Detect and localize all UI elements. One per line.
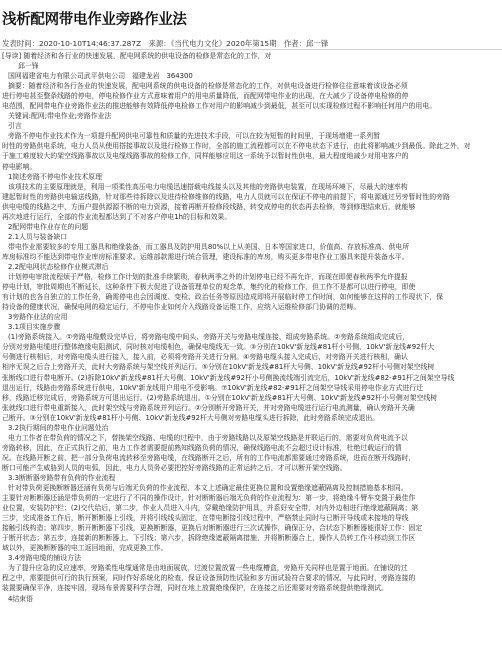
body-line: 程之中，需要提供可行的执行预案，同时作好系统化的检查，保证设备预防性试验和多方面试验符合要求的情况，与此同时，旁路连接的 (2, 574, 416, 583)
body-line: 相序无误之后合上旁路开关，此时大旁路系统与架空线并列运行。⑤分别在10kV'新龙线#81杆大号侧、10kV'新龙线#92杆小号侧对架空线树 (2, 363, 435, 372)
body-line: 2配网带电作业存在的问题 (8, 222, 89, 231)
body-line: 邱一锋 (18, 62, 39, 71)
body-line: 再次地进行运行，全部的作业流程都达到了不对客户停电1h的目标和效果。 (2, 212, 232, 221)
body-line: 国网福建省电力有限公司武平供电公司 福建龙岩 364300 (8, 72, 193, 81)
header-divider (0, 49, 502, 50)
body-line: 电力工作者在带负荷的情况之下，替换架空线路、电缆的过程中，由于旁路线路以及原架空线路是并联运行的，需要对负荷电流予以 (8, 433, 408, 442)
body-line: 计划停电审批流程烦于严格，检修工作计划的批准手续繁琐，春秋两季之外的计划停电已经不再允许，而现在即便春秋两季允许提报 (8, 273, 408, 282)
body-line: 有计划的也各自独立的工作任务，确需停电也会因调度、变检、政治任务等原因造成即将开展临时停工作时间，如何能够在这样的工作现状下，保 (2, 293, 443, 302)
article-body (2, 51, 498, 604)
body-line: [导读] 随着经济和各行业的快速发展，配电网系统的供电设备的检修是常态化的工作，对 (2, 52, 272, 60)
body-line: 该项技术的主要原理就是，利用一项柔性高压电力电缆迅速搭载电线接头以及其他的旁路供电装置，在现场环境下，尽最大的速率构 (8, 182, 408, 191)
body-line: 于施工难度较大的架空线路事故以及电缆线路事故的检修工作，同样能够应用这一系统予以暂时性供电，最大程度地减少对用电客户的 (2, 152, 409, 161)
body-line: 号侧进行核相后，对旁路电缆头进行接入，接入前，必须将旁路开关进行分闸。④旁路电缆头接入完成后，对旁路开关进行核相，确认 (2, 353, 408, 362)
body-line: 三步，完成准备工作后，断开断断器上引线，并将引线线头固定，在带电断接引线过程中，严格禁止同时与已断开导线或未接地的导线 (2, 514, 409, 523)
body-line: 装置要确保平净，连接牢固，现场布景需要科学合理，同时在地上放置绝缘保护，在连接之后还需要对旁路系统提供绝缘测试。 (2, 584, 388, 593)
body-line: 主要针对断断器还涵是带负荷的一定进行了不同的操作设计，针对断断器后端无负荷的作业流程为：第一步，将绝缘斗臂车变置于最佳作 (2, 494, 416, 503)
body-line: 退出运行，线路由旁路系统进行供电，10kV'新龙线用户用电不受影响。⑦10kV'新龙线#82-#91杆之间架空导线采用停电作业方式进行迁 (2, 383, 424, 392)
body-line: 4结束语 (8, 594, 34, 603)
body-line: 供电电缆的线路之中，方面户提供源源不断的电力资源，接着再断开检修段线路，转变成停电的状态再去检修，等到修理结束后，就能够 (2, 202, 416, 211)
body-line: 移，线路迁移完成后，旁路系统方可退出运行。(2)旁路系统退出。①分别在10kV'新龙线#81杆大号侧、10kV'新龙线#92杆小号侧对架空线树 (2, 393, 438, 402)
body-line: 3.3断断器旁路带有负荷的作业流程 (8, 473, 116, 482)
body-line: 业位置，安装防护栏；(2)交代给后，第二步，作业人员进入斗内，穿戴绝缘防护用具，并系好安全带，对内外边相进行绝缘遮蔽隔离；第 (2, 504, 419, 513)
body-line: 断口可能产生威胁到人员的电弧，因此，电力人员务必要把控好旁路线路的正常运转之后，才可以断开架空线路。 (2, 463, 347, 472)
body-line: 为了提升应急的反应速率，旁路柔性电缆通常是由地面展放，过渡位置放置一些电缆槽盒，旁路开关同样也是置于地面。在铺设的过 (8, 564, 408, 573)
body-line: (1)旁路系统接入。①旁路电缆敷设完毕后，将旁路电缆中间头、旁路开关与旁路电缆连接，组成旁路系统。②旁路系统组成完成后， (8, 333, 410, 342)
body-line: 摘要：随着经济和各行各业的快速发展，配电网系统的供电设备的检修是常态化的工作，对供电设备进行检修往往意味着该设备必须 (8, 82, 408, 91)
body-line: 张断线口进行带电断开。(2)拆除10kV'新龙线#81杆大号侧、10kV'新龙线#92杆小号侧换流线端引流完后，10kV'新龙线#82-#91杆之间架空导线 (2, 373, 455, 382)
body-line: 电范围，配网带电作业旁路作业法的推进能够有效降低停电检修工作对用户的影响减少到最低，甚至可以实现检修过程不影响任何用户的用电。 (2, 102, 437, 111)
body-line: 停电影响。 (2, 162, 37, 171)
body-line: 针对带负荷更换断断器还涵有负荷与后端无负荷的作业流程，本文上述确定最佳更换位置和设置绝缘遮蔽隔离及控制措施基本相同。 (8, 484, 408, 493)
article-meta: 发表时间：2020-10-10T14:46:37.287Z 来源：《当代电力文化》2020年第15期 作者：邱一锋 (2, 39, 329, 48)
body-line: 3旁路作业法的应用 (8, 313, 68, 322)
body-line: 己断开。③分别在10kV'新龙线#81杆小号侧、10kV'新龙线#92杆大号侧对旁路电缆头进行拆除，此时旁路系统完成退出。 (2, 413, 380, 422)
body-line: 2.2配电网状态检修作业模式滞后 (8, 262, 109, 271)
body-line: 域以外，更换断断器的电工返回地面，完成更换工作。 (2, 544, 168, 553)
body-line: 2.1人员与装备缺口 (8, 232, 68, 241)
body-line: 持设备的健康状况，确保电网的稳定运行，不停电作业如何介入线路设备运维工作，应纳入运维检修部门协调的范畴。 (2, 303, 361, 312)
body-line: 分别对旁路电缆进行整体绝缘电阻测试，同时核对电缆相色，确保电缆线无一致。③分别在10kV'新龙线#81杆小号侧、10kV'新龙线#92杆大 (2, 343, 435, 352)
body-line: 进行停电甚至整条线路的停电，停电检修作业方式意味着用户的用电质量降低，而配网带电作业的出现，在大减少了设备停电检修的停 (2, 92, 409, 101)
article-title: 浅析配网带电作业旁路作业法 (2, 12, 187, 28)
body-line: 1简述旁路不停电作业技术原理 (8, 172, 102, 181)
body-line: 引言 (8, 122, 22, 131)
body-line: 旁路转移，因此，在正式执行之前，电力工作者需要提前熟知线路负荷的情况，确保线路电流不会超过设计标准，杜绝过载运行的情 (2, 443, 402, 452)
body-line: 旁路不停电作业技术作为一项提升配网供电可靠性和质量的先进技术手段，可以在较为短暂的时间里，于现场增建一系列暂 (8, 132, 381, 141)
body-line: 停电计划，审批周期也不断延长，这种条件下极大促进了设备管理单位的观念革，集约化的检修工作，但工作不是都可以进行停电，即使 (2, 283, 416, 292)
body-line: 带电作业需要较多的专用工器具和绝缘装备，而工器具及防护用具80%以上从美国、日本等国家进口，价值高、存放标准高、供电所 (8, 242, 410, 251)
body-line: 3.2执行期间的带电作业问题处治 (8, 423, 109, 432)
body-line: 张就线口进行带电重新接入，此时架空线与旁路系统并列运行。②分别断开旁路开关，并对旁路电缆进行运行电流测量，确认旁路开关确 (2, 403, 415, 412)
body-line: 3.1项目实施步骤 (8, 323, 61, 332)
body-line: 况。在线路开断之前，把一部分负荷电流转移至旁路电缆，在线路断开之后，所有的工作电流都需要通过旁路系统，进而在断开线路时， (2, 453, 416, 462)
body-line: 接触引线构造；第四步，断开断断器下引线，更换断断器，更换后对断断器进行三次试操作，确保正分、合状态下断断器能很好工作：固定 (2, 524, 423, 533)
body-line: 时性的旁路供电系统，电力人员从使用搭接事故以及进行检修工作时，全部的施工流程都可以在不停电状态下进行，由此将影响减少到最低。除此之外，对 (2, 142, 471, 151)
body-line: 3.4旁路电缆的铺设方法 (8, 554, 81, 563)
body-line: 建起暂时性的旁路供电输送线路，针对那些待拆除以及进待检修维修的线路，电力人员就可以在保证不停电的前提下，将电源通过另旁暂时性的旁路 (2, 192, 450, 201)
body-line: 于断开状态；第五步，连接新的断断器上、下引线；第六步，拆除绝缘遮蔽隔离措施，并将断断器合上，操作人员转工作斗移动到工作区 (2, 534, 416, 543)
body-line: 库房标准均不能达到带电作业库房标准要求。运维部款需进行统合管理，建设标准的库房，购买更多带电作业工器具来提升装备水平。 (2, 252, 409, 261)
body-line: 关键词:配网;带电作业;旁路作业法 (8, 112, 112, 121)
